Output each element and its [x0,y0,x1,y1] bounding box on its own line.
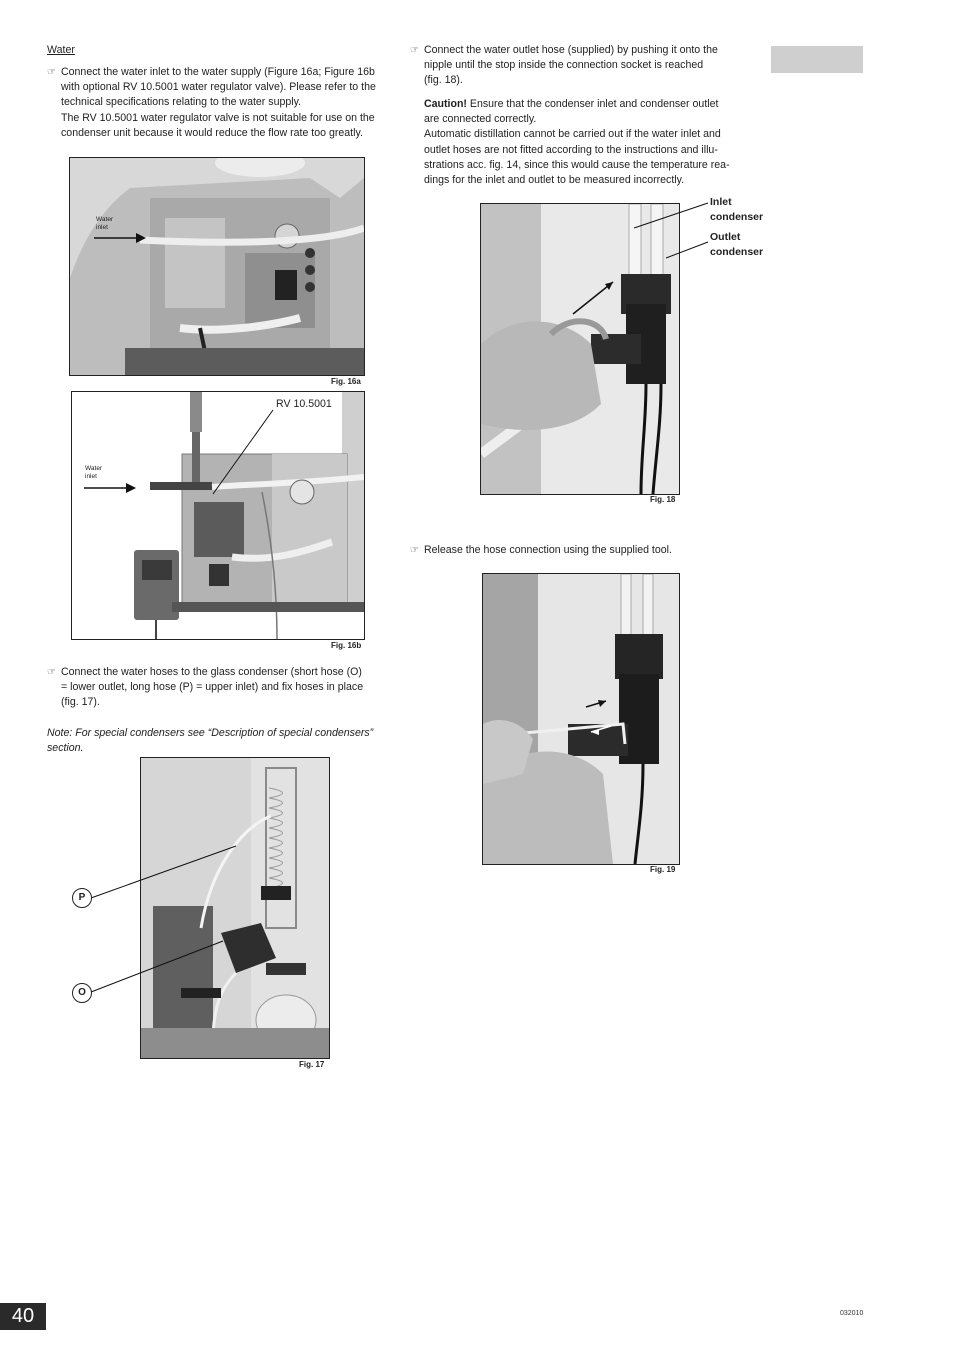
text-line: outlet hoses are not fitted according to the instructions and illu- [424,143,718,156]
page-number: 40 [11,1305,35,1327]
text-line: (fig. 18). [424,74,463,87]
text-line: Connect the water hoses to the glass condenser (short hose (O) [61,666,362,678]
figure-16a-photo [69,157,365,376]
figure-16a-arrow [94,232,146,244]
figure-17-label-o: O [72,983,92,1003]
text-line: Connect the water outlet hose (supplied) by pushing it onto the [424,44,718,56]
figure-17-label-p: P [72,888,92,908]
text-line [424,97,754,112]
text-line: condenser [710,210,764,223]
pointing-hand-icon: ☞ [47,667,56,678]
instruction-water-hoses [47,665,388,711]
caution-block [424,97,754,188]
figure-18-leader-lines [630,200,712,262]
section-heading-water: Water [47,44,75,56]
figure-16b-water-inlet-label: Water inlet [85,465,103,480]
text-line: Outlet [710,231,741,243]
text-line: The RV 10.5001 water regulator valve is not suitable for use on the [61,111,375,124]
instruction-release-hose [410,543,751,558]
text-span: Ensure that the condenser inlet and condenser outlet [466,98,719,110]
text-line: Connect the water inlet to the water supply (Figure 16a; Figure 16b [61,66,375,78]
document-code: 032010 [840,1310,864,1317]
caution-label: Caution! [424,98,467,110]
figure-16b-rv-callout: RV 10.5001 [276,398,332,410]
figure-16b-callout-line [205,408,275,498]
text-line: = lower outlet, long hose (P) = upper inlet) and fix hoses in place [61,681,364,694]
figure-16a-caption: Fig. 16a [331,377,361,386]
text-line: (fig. 17). [61,696,100,709]
label-outlet-condenser [710,230,763,259]
figure-16b-arrow [84,482,136,494]
text-line: Inlet [710,196,732,208]
text-line: section. [47,742,84,755]
text-line: dings for the inlet and outlet to be measured incorrectly. [424,174,685,187]
pointing-hand-icon: ☞ [410,545,419,556]
text-line: are connected correctly. [424,113,537,126]
figure-17-leader-lines [88,840,248,1000]
text-line: condenser [710,245,764,258]
note-special-condensers [47,726,392,756]
language-tab [771,46,863,73]
text-line: Note: For special condensers see “Description of special condensers” [47,727,374,739]
text-line: with optional RV 10.5001 water regulator valve). Please refer to the [61,81,376,94]
text-line: technical specifications relating to the water supply. [61,96,302,109]
instruction-water-inlet [47,65,388,141]
figure-18-caption: Fig. 18 [650,495,676,504]
pointing-hand-icon: ☞ [410,45,419,56]
text-line: strations acc. fig. 14, since this would cause the temperature rea- [424,158,730,171]
text-line: nipple until the stop inside the connection socket is reached [424,59,704,72]
pointing-hand-icon: ☞ [47,67,56,78]
figure-16a-water-inlet-label: Water inlet [96,216,114,231]
text-line: condenser unit because it would reduce the flow rate too greatly. [61,126,363,139]
text-line: Automatic distillation cannot be carried out if the water inlet and [424,128,721,141]
figure-16b-caption: Fig. 16b [331,641,362,650]
figure-19-photo [482,573,680,865]
label-inlet-condenser [710,195,763,224]
text-line: Release the hose connection using the supplied tool. [424,544,672,556]
instruction-water-outlet [410,43,751,89]
figure-17-caption: Fig. 17 [299,1060,325,1069]
figure-19-caption: Fig. 19 [650,865,676,874]
page-number-box [0,1303,46,1330]
